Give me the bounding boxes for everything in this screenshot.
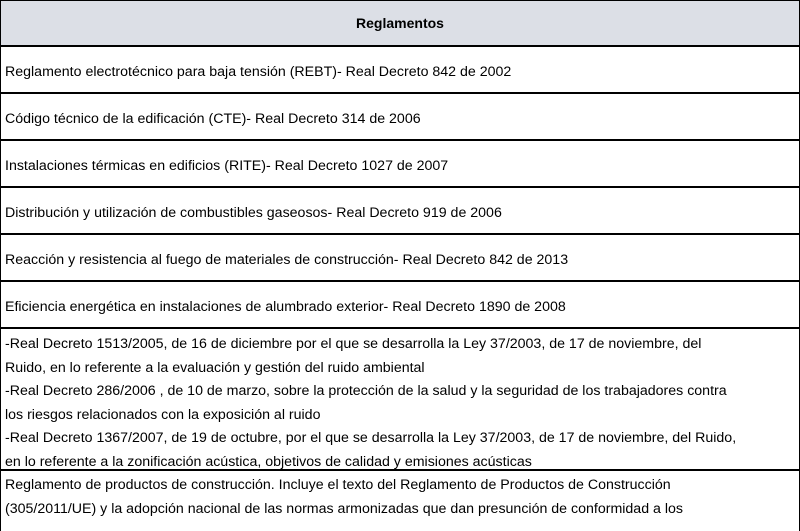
row-line: -Real Decreto 286/2006 , de 10 de marzo, sobre la protección de la salud y la seguridad de los trabajadores contra [5, 383, 727, 400]
row-line: Ruido, en lo referente a la evaluación y gestión del ruido ambiental [5, 359, 425, 376]
row-line: (305/2011/UE) y la adopción nacional de las normas armonizadas que dan presunción de conformidad a los [5, 500, 683, 517]
table-row [1, 47, 799, 94]
table-row [1, 188, 799, 235]
row-text: Distribución y utilización de combustibles gaseosos- Real Decreto 919 de 2006 [5, 205, 502, 221]
table-row [1, 141, 799, 188]
row-text: Reacción y resistencia al fuego de materiales de construcción- Real Decreto 842 de 2013 [5, 252, 569, 268]
row-line: en lo referente a la zonificación acústica, objetivos de calidad y emisiones acústicas [5, 453, 532, 470]
row-text: Reglamento electrotécnico para baja tensión (REBT)- Real Decreto 842 de 2002 [5, 64, 512, 80]
row-text: Instalaciones térmicas en edificios (RITE)- Real Decreto 1027 de 2007 [5, 158, 449, 174]
row-line: Reglamento de productos de construcción. Incluye el texto del Reglamento de Productos de Construcción [5, 477, 671, 493]
table-header [1, 1, 799, 47]
table-row [1, 235, 799, 282]
row-line: los riesgos relacionados con la exposición al ruido [5, 406, 321, 423]
table-row-ruido [1, 329, 799, 471]
row-text: Código técnico de la edificación (CTE)- Real Decreto 314 de 2006 [5, 111, 421, 127]
row-line: -Real Decreto 1367/2007, de 19 de octubre, por el que se desarrolla la Ley 37/2003, de 17 de noviembre, del Ruido, [5, 430, 737, 447]
row-text: Eficiencia energética en instalaciones de alumbrado exterior- Real Decreto 1890 de 2008 [5, 299, 566, 315]
table-row [1, 282, 799, 329]
table-row [1, 94, 799, 141]
row-line: -Real Decreto 1513/2005, de 16 de diciembre por el que se desarrolla la Ley 37/2003, de 17 de noviembre, del [5, 336, 702, 352]
header-title: Reglamentos [356, 15, 444, 31]
table-row-productos [1, 471, 799, 531]
